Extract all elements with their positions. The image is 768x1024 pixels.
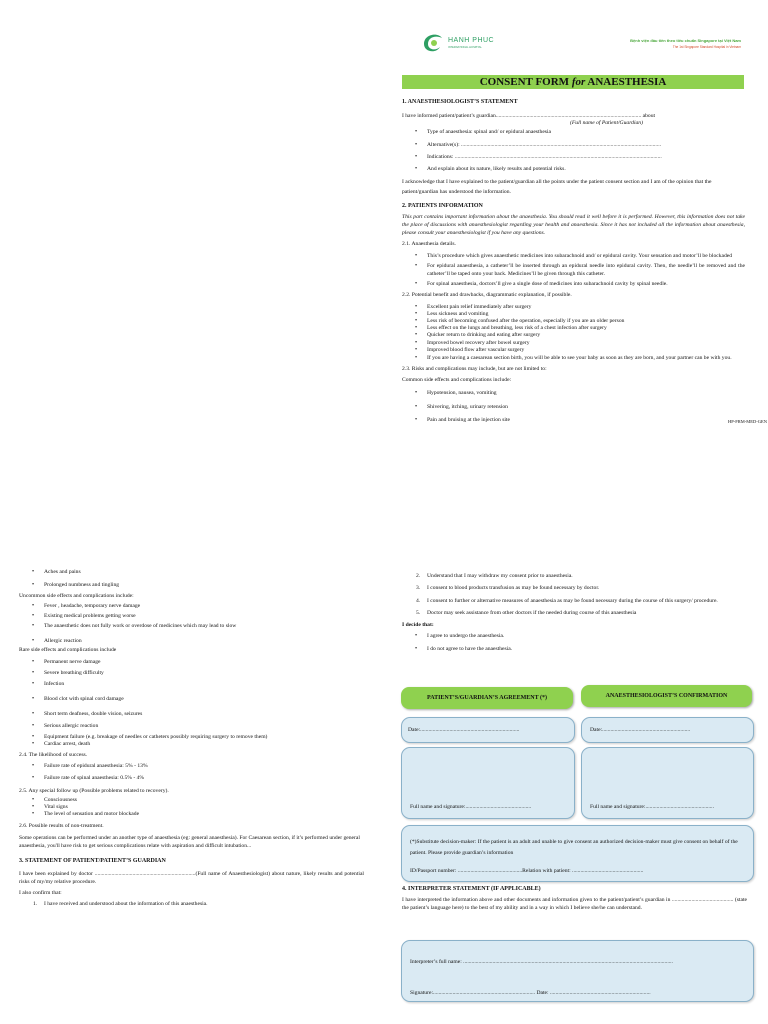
common-effects-label: Common side effects and complications include:: [402, 377, 512, 384]
list-item: • Less risk of becoming confused after the operation, especially if you are an older person: [402, 318, 745, 325]
substitute-text: (*)Substitute decision-maker: If the patient is an adult and unable to give consent an authorized decision-maker must give consent on behalf of the patient. Please provide guardian’s information: [410, 839, 738, 856]
list-number: 4.: [416, 598, 421, 605]
list-item: • Excellent pain relief immediately after surgery: [402, 304, 745, 311]
benefit-list: [402, 304, 745, 362]
list-item: [402, 585, 747, 592]
benefit-heading: 2.2. Potential benefit and drawbacks, diagrammatic explanation, if possible.: [402, 292, 572, 299]
substitute-id-field[interactable]: ID/Passport number: ..............................................Relation with patient: ...................................................: [410, 868, 644, 874]
list-item: • Less sickness and vomiting: [402, 311, 745, 318]
list-item: • Quicker return to drinking and eating after surgery: [402, 332, 745, 339]
list-item: • For spinal anaesthesia, doctors’ll give a single dose of medicines into subarachnoid cavity by spinal needle.: [402, 280, 745, 288]
anaesthesiologist-confirmation-header: ANAESTHESIOLOGIST’S CONFIRMATION: [581, 685, 752, 707]
page2-left: [19, 569, 364, 908]
section3-heading: 3. STATEMENT OF PATIENT/PATIENT’S GUARDIAN: [19, 857, 166, 864]
list-item: • Shivering, itching, urinary retension: [402, 404, 745, 411]
list-item: • Existing medical problems getting worse: [19, 613, 364, 620]
list-item: [402, 597, 747, 606]
list-item-text: Doctor may seek assistance from other doctors if the needed during course of this anaesthesia: [427, 610, 637, 617]
section2-heading: 2. PATIENTS INFORMATION: [402, 203, 483, 210]
rare-label: Rare side effects and complications include: [19, 647, 117, 654]
list-item: • Pain and bruising at the injection site: [402, 417, 745, 424]
success-list: [19, 763, 364, 781]
form-title-pre: CONSENT FORM: [479, 76, 572, 88]
anaesthesiologist-date-field[interactable]: Date:...............................................................: [590, 727, 691, 733]
list-item: • Failure rate of epidural anaesthesia: 5% - 13%: [19, 763, 364, 770]
list-item: • Indications: ....................................................................................................................................................: [402, 154, 745, 161]
list-item: • Permanent nerve damage: [19, 659, 364, 666]
list-item: • Improved bowel recovery after bowel surgery: [402, 340, 745, 347]
risks-heading: 2.3. Risks and complications may include, but are not limited to:: [402, 366, 547, 373]
list-item: • Blood clot with spinal cord damage: [19, 696, 364, 703]
logo-swirl-icon: [420, 30, 446, 54]
list-item-text: I have received and understood about the information of this anaesthesia.: [44, 901, 208, 908]
list-item: • For epidural anaesthesia, a catheter’ll be inserted through an epidural needle into epidural cavity. Then, the needle’ll be removed and the catheter’ll be taped onto your back. Medicines’ll be given through this catheter.: [402, 262, 745, 278]
decide-label: I decide that:: [402, 621, 434, 628]
patient-date-field[interactable]: Date:.......................................................................: [408, 727, 520, 733]
patient-agreement-header: PATIENT’S/GUARDIAN’S AGREEMENT (*): [401, 687, 573, 709]
anaesthesiologist-date-box[interactable]: [581, 717, 754, 743]
patient-signature-box[interactable]: [401, 747, 575, 819]
list-item: • Severe breathing difficulty: [19, 670, 364, 677]
anaesthesia-details-heading: 2.1. Anaesthesia details.: [402, 241, 456, 248]
patient-date-box[interactable]: [401, 717, 575, 743]
list-item: • Failure rate of spinal anaesthesia: 0.5% - 4%: [19, 775, 364, 782]
patient-signature-field[interactable]: Full name and signature:...............................................: [410, 804, 532, 810]
section1-heading: 1. ANAESTHESIOLOGIST’S STATEMENT: [402, 99, 518, 105]
acknowledge-text: I acknowledge that I have explained to the patient/guardian all the points under the patient consent section and I am of the opinion that the patient/guardian has understood the information.: [402, 179, 712, 196]
list-item: • Vital signs: [19, 804, 364, 811]
list-item: 1. I have received and understood about the information of this anaesthesia.: [33, 901, 208, 908]
list-item: • Consciousness: [19, 797, 364, 804]
list-item: • This’s procedure which gives anaesthetic medicines into subarachnoid and/ or epidural cavity. Your sensation and motor’ll be blockaded: [402, 252, 745, 260]
list-item: • The anaesthetic does not fully work or overdose of medicines which may lead to slow: [19, 623, 364, 630]
list-item: [402, 610, 747, 617]
list-item: • And explain about its nature, likely results and potential risks.: [402, 166, 745, 173]
list-item: • Aches and pains: [19, 569, 364, 576]
interpreter-signature-field[interactable]: Signature:......................................................................... Date: ........................................................................: [410, 990, 651, 996]
list-number: 3.: [416, 585, 421, 592]
informed-note: (Full name of Patient/Guardian): [570, 120, 643, 127]
hospital-tagline: [566, 38, 741, 49]
logo: [420, 30, 510, 56]
decision-option-agree[interactable]: • I agree to undergo the anaesthesia.: [402, 633, 747, 640]
list-item: • Equipment failure (e.g. breakage of needles or catheters possibly requiring surgery to remove them): [19, 734, 364, 741]
logo-subtext: INTERNATIONAL HOSPITAL: [448, 46, 482, 49]
hospital-name: Bệnh viện đầu tiên theo tiêu chuẩn Singapore tại Việt Nam: [630, 38, 741, 43]
section4-heading: 4. INTERPRETER STATEMENT (IF APPLICABLE): [402, 886, 541, 892]
list-item: • Improved blood flow after vascular surgery: [402, 347, 745, 354]
list-number: 2.: [416, 573, 421, 579]
list-item: • Type of anaesthesia: spinal and/ or epidural anaesthesia: [402, 129, 745, 136]
form-title-for: for: [571, 76, 586, 88]
logo-text: HANH PHUC: [448, 37, 495, 44]
list-item: • Less effect on the lungs and breathing, less risk of a chest infection after surgery: [402, 325, 745, 332]
consent-list: [402, 573, 747, 618]
informed-line: I have informed patient/patient’s guardian........................................................................................................ about: [402, 113, 656, 119]
interpreter-box[interactable]: [401, 940, 754, 1002]
decide-list: [402, 633, 747, 653]
list-item-text: Understand that I may withdraw my consent prior to anaesthesia.: [427, 573, 573, 579]
side-form-code: HP-FRM-MED-GEN: [728, 419, 768, 424]
anaesthesiologist-signature-box[interactable]: [581, 747, 754, 819]
section3-line: I have been explained by doctor ........................................................................(Full name of Anaesthesiologist) about nature, likely results and potential risks of my/my relative procedure.: [19, 870, 364, 885]
rare-list: [19, 659, 364, 749]
section3-confirm: I also confirm that:: [19, 889, 62, 896]
list-item-text: I consent to further or alternative measures of anaesthesia as may be found necessary during the course of this surgery/ procedure.: [427, 598, 718, 605]
list-item: • The level of sensation and motor blockade: [19, 811, 364, 818]
section1-list: [402, 129, 745, 173]
section4-text: I have interpreted the information above and other documents and information given to the patient/patient’s guardian in ............................................ (state the patient’s language here) to the best of my ability and in a way in which I believe she/he can understand.: [402, 897, 747, 911]
list-item: • Short term deafness, double vision, seizures: [19, 711, 364, 718]
anaesthesiologist-signature-field[interactable]: Full name and signature:.................................................: [590, 804, 714, 810]
confirm-list: [19, 901, 364, 908]
section2-intro: This part contains important information about the anaesthesia. You should read it well before it is performed. However, this information does not take the place of discussions with anaesthesiologist regarding your health and anaesthesia. Since it has not included all the information about anaesthesia, please consult your anaesthesiologist if you have any questions.: [402, 214, 745, 237]
list-item: • Allergic reaction: [19, 638, 364, 645]
list-item: • Infection: [19, 681, 364, 688]
follow-up-list: [19, 797, 364, 819]
list-item: • Prolonged numbness and tingling: [19, 582, 364, 589]
common-effects-list: [402, 390, 745, 424]
non-treatment-heading: 2.6. Possible results of non-treatment.: [19, 822, 104, 829]
list-item: • If you are having a caesarean section birth, you will be able to see your baby as soon as they are born, and your partner can be with you.: [402, 354, 745, 362]
list-item: • Serious allergic reaction: [19, 723, 364, 730]
list-item: [402, 573, 747, 580]
interpreter-name-field[interactable]: Interpreter’s full name: ......................................................................................................................................................: [410, 959, 673, 965]
uncommon-label: Uncommon side effects and complications include:: [19, 593, 134, 600]
list-item: • Fever , headache, temporary nerve damage: [19, 603, 364, 610]
list-number: 5.: [416, 610, 421, 617]
page2-right: [402, 573, 747, 653]
follow-up-heading: 2.5. Any special follow up (Possible problems related to recovery).: [19, 787, 169, 794]
decision-option-disagree[interactable]: • I do not agree to have the anaesthesia.: [402, 646, 747, 653]
list-item: • Alternative(s): ...............................................................................................................................................: [402, 142, 745, 149]
list-item-text: I consent to blood products transfusion as may be found necessary by doctor.: [427, 585, 600, 592]
non-treatment-text: Some operations can be performed under an another type of anaesthesia (eg: general anaesthesia). For Caesarean section, if it’s performed under general anaesthesia, you'll have risk to get serious complications relate with aspiration and difficult intubation...: [19, 834, 360, 849]
substitute-decision-box[interactable]: [401, 825, 754, 882]
section4: [402, 886, 747, 912]
hospital-subtitle: The 1st Singapore Standard Hospital in Vietnam: [672, 45, 741, 49]
form-title-bar: [402, 75, 744, 89]
common-effects-cont: [19, 569, 364, 589]
uncommon-list: [19, 603, 364, 646]
list-item: • Hypotension, nausea, vomiting: [402, 390, 745, 397]
success-heading: 2.4. The likelihood of success.: [19, 752, 88, 759]
list-item: • Cardiac arrest, death: [19, 741, 364, 748]
form-title-post: ANAESTHESIA: [585, 76, 667, 88]
page1-body: [402, 99, 745, 424]
anaesthesia-details-list: [402, 252, 745, 288]
